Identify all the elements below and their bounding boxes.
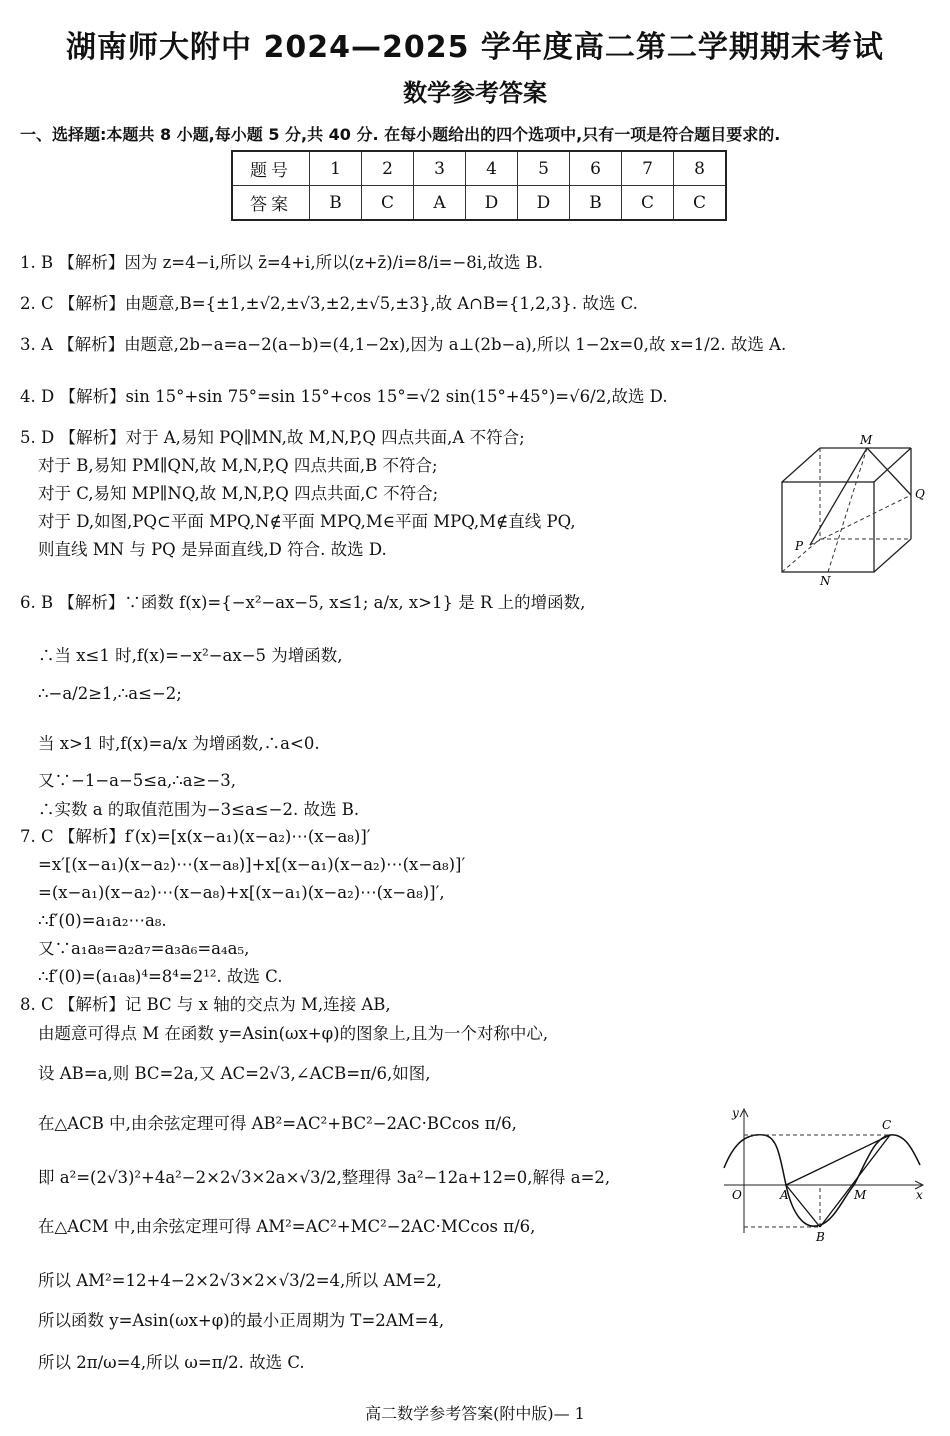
solution-line: 又∵−1−a−5≤a,∴a≥−3,: [38, 771, 236, 790]
cube-label-m: M: [860, 433, 873, 447]
table-cell: B: [310, 186, 362, 221]
table-header-cell: 题号: [232, 151, 310, 186]
table-header-cell: 答案: [232, 186, 310, 221]
solution-line: 所以 2π/ω=4,所以 ω=π/2. 故选 C.: [38, 1353, 305, 1372]
table-cell: 1: [310, 151, 362, 186]
cube-label-n: N: [820, 574, 831, 588]
table-cell: C: [622, 186, 674, 221]
solution-line: ∴−a/2≥1,∴a≤−2;: [38, 684, 182, 703]
table-cell: 5: [518, 151, 570, 186]
cube-figure: [770, 430, 940, 590]
solution-line: 5. D 【解析】对于 A,易知 PQ∥MN,故 M,N,P,Q 四点共面,A 不符合;: [20, 428, 525, 447]
solution-line: 所以 AM²=12+4−2×2√3×2×√3/2=4,所以 AM=2,: [38, 1271, 442, 1290]
table-cell: D: [518, 186, 570, 221]
solution-line: 又∵a₁a₈=a₂a₇=a₃a₆=a₄a₅,: [38, 939, 250, 958]
graph-label-b: B: [816, 1230, 825, 1243]
solution-line: 7. C 【解析】f′(x)=[x(x−a₁)(x−a₂)⋯(x−a₈)]′: [20, 827, 371, 846]
solution-line: ∴f′(0)=(a₁a₈)⁴=8⁴=2¹². 故选 C.: [38, 967, 283, 986]
solution-line: =x′[(x−a₁)(x−a₂)⋯(x−a₈)]+x[(x−a₁)(x−a₂)⋯(x−a₈)]′: [38, 855, 466, 874]
solution-line: 对于 C,易知 MP∥NQ,故 M,N,P,Q 四点共面,C 不符合;: [38, 484, 439, 503]
solution-line: 对于 B,易知 PM∥QN,故 M,N,P,Q 四点共面,B 不符合;: [38, 456, 438, 475]
sine-curve: [724, 1135, 920, 1226]
table-cell: B: [570, 186, 622, 221]
solution-line: ∴当 x≤1 时,f(x)=−x²−ax−5 为增函数,: [38, 646, 343, 665]
cube-front-face: [782, 482, 874, 572]
table-cell: 8: [674, 151, 727, 186]
solution-line: 8. C 【解析】记 BC 与 x 轴的交点为 M,连接 AB,: [20, 995, 391, 1014]
table-cell: D: [466, 186, 518, 221]
table-cell: 6: [570, 151, 622, 186]
table-cell: A: [414, 186, 466, 221]
page-footer: 高二数学参考答案(附中版)— 1: [365, 1404, 585, 1423]
graph-label-y: y: [732, 1106, 739, 1120]
solution-line: =(x−a₁)(x−a₂)⋯(x−a₈)+x[(x−a₁)(x−a₂)⋯(x−a₈)]′,: [38, 883, 445, 902]
solution-line: 即 a²=(2√3)²+4a²−2×2√3×2a×√3/2,整理得 3a²−12a+12=0,解得 a=2,: [38, 1168, 611, 1187]
table-row: [232, 151, 726, 186]
solution-line: 则直线 MN 与 PQ 是异面直线,D 符合. 故选 D.: [38, 540, 387, 559]
table-cell: C: [362, 186, 414, 221]
graph-label-x: x: [916, 1188, 923, 1202]
graph-label-o: O: [732, 1188, 742, 1202]
sine-graph-figure: [720, 1103, 930, 1243]
table-cell: 2: [362, 151, 414, 186]
table-cell: 3: [414, 151, 466, 186]
solution-line: 当 x>1 时,f(x)=a/x 为增函数,∴a<0.: [38, 734, 320, 753]
graph-label-m: M: [854, 1188, 867, 1202]
solution-line: 由题意可得点 M 在函数 y=Asin(ωx+φ)的图象上,且为一个对称中心,: [38, 1024, 549, 1043]
solution-line: 所以函数 y=Asin(ωx+φ)的最小正周期为 T=2AM=4,: [38, 1311, 445, 1330]
page-title: 湖南师大附中 2024—2025 学年度高二第二学期期末考试: [66, 30, 884, 65]
solution-line: 4. D 【解析】sin 15°+sin 75°=sin 15°+cos 15°=√2 sin(15°+45°)=√6/2,故选 D.: [20, 387, 668, 406]
solution-line: 6. B 【解析】∵函数 f(x)={−x²−ax−5, x≤1; a/x, x>1} 是 R 上的增函数,: [20, 593, 586, 612]
answer-table: [231, 150, 727, 221]
solution-line: ∴f′(0)=a₁a₂⋯a₈.: [38, 911, 167, 930]
table-cell: 7: [622, 151, 674, 186]
graph-label-c: C: [882, 1118, 892, 1132]
cube-label-p: P: [795, 539, 804, 553]
solution-line: 在△ACM 中,由余弦定理可得 AM²=AC²+MC²−2AC·MCcos π/6,: [38, 1217, 536, 1236]
solution-line: 在△ACB 中,由余弦定理可得 AB²=AC²+BC²−2AC·BCcos π/6,: [38, 1114, 517, 1133]
section-heading: 一、选择题:本题共 8 小题,每小题 5 分,共 40 分. 在每小题给出的四个选项中,只有一项是符合题目要求的.: [20, 125, 781, 144]
solution-line: 3. A 【解析】由题意,2b−a=a−2(a−b)=(4,1−2x),因为 a⊥(2b−a),所以 1−2x=0,故 x=1/2. 故选 A.: [20, 335, 787, 354]
page-subtitle: 数学参考答案: [403, 79, 547, 107]
graph-label-a: A: [780, 1188, 789, 1202]
cube-label-q: Q: [915, 487, 925, 501]
solution-line: 1. B 【解析】因为 z=4−i,所以 z̄=4+i,所以(z+z̄)/i=8/i=−8i,故选 B.: [20, 253, 543, 272]
table-cell: 4: [466, 151, 518, 186]
table-row: [232, 186, 726, 221]
solution-line: ∴实数 a 的取值范围为−3≤a≤−2. 故选 B.: [38, 800, 360, 819]
solution-line: 对于 D,如图,PQ⊂平面 MPQ,N∉平面 MPQ,M∈平面 MPQ,M∉直线 PQ,: [38, 512, 576, 531]
table-cell: C: [674, 186, 727, 221]
solution-line: 设 AB=a,则 BC=2a,又 AC=2√3,∠ACB=π/6,如图,: [38, 1064, 431, 1083]
solution-line: 2. C 【解析】由题意,B={±1,±√2,±√3,±2,±√5,±3},故 A∩B={1,2,3}. 故选 C.: [20, 294, 638, 313]
